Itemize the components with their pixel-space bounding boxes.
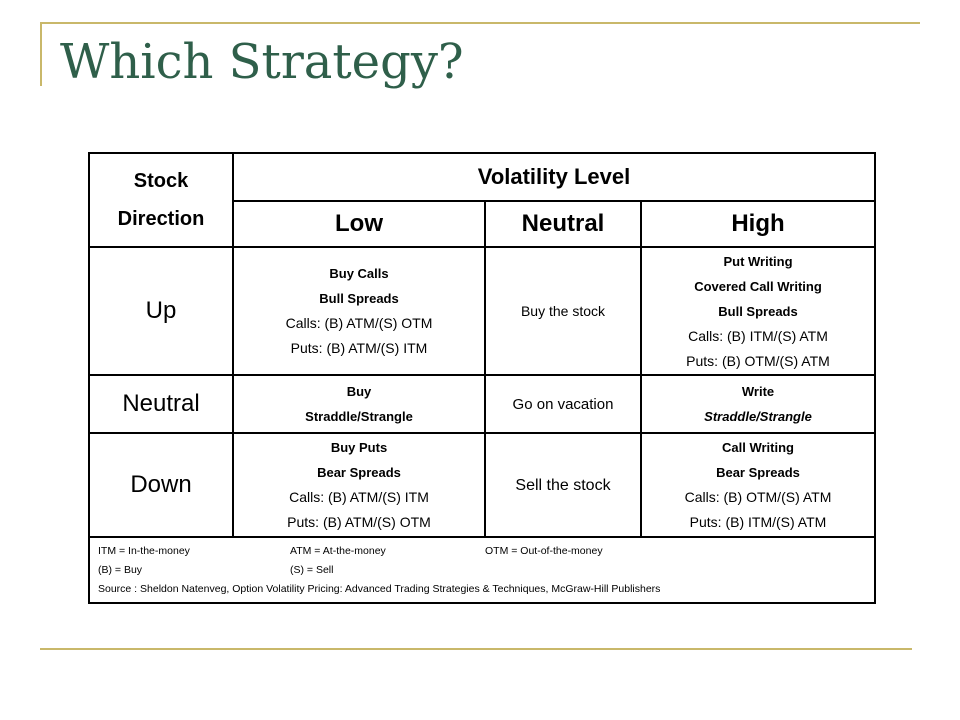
row-label-down: Down — [89, 433, 233, 537]
cell-line: Call Writing — [722, 440, 794, 455]
note-buy: (B) = Buy — [98, 563, 143, 576]
cell-neutral-high — [641, 375, 875, 433]
notes-line-1 — [98, 542, 866, 561]
cell-line: Put Writing — [723, 253, 793, 269]
cell-down-high — [641, 433, 875, 537]
cell-line: Sell the stock — [515, 476, 611, 494]
row-label-up: Up — [89, 247, 233, 375]
cell-line: Straddle/Strangle — [704, 409, 812, 424]
low-header: Low — [233, 201, 485, 247]
cell-line: Calls: (B) ATM/(S) OTM — [285, 315, 433, 331]
cell-line: Covered Call Writing — [694, 278, 822, 294]
note-itm: ITM = In-the-money — [98, 544, 190, 557]
cell-line: Bear Spreads — [317, 465, 401, 480]
cell-up-high — [641, 247, 875, 375]
bottom-rule — [40, 648, 912, 650]
notes-line-2 — [98, 561, 866, 580]
cell-line: Go on vacation — [512, 395, 614, 413]
cell-line: Buy Puts — [330, 440, 388, 455]
cell-line: Write — [741, 384, 775, 399]
cell-neutral-neutral — [485, 375, 641, 433]
cell-line: Puts: (B) ATM/(S) ITM — [290, 340, 428, 356]
cell-line: Calls: (B) ITM/(S) ATM — [688, 327, 828, 344]
table-row-up — [89, 247, 875, 375]
table-notes — [89, 537, 875, 603]
cell-line: Buy Calls — [329, 266, 389, 281]
note-atm: ATM = At-the-money — [290, 544, 386, 557]
cell-line: Puts: (B) ATM/(S) OTM — [287, 514, 431, 530]
cell-down-low — [233, 433, 485, 537]
high-header: High — [641, 201, 875, 247]
cell-down-neutral — [485, 433, 641, 537]
neutral-header: Neutral — [485, 201, 641, 247]
cell-line: Puts: (B) OTM/(S) ATM — [686, 352, 830, 369]
cell-line: Bear Spreads — [716, 465, 800, 480]
cell-line: Buy the stock — [520, 302, 606, 319]
cell-line: Calls: (B) ATM/(S) ITM — [289, 489, 429, 505]
cell-line: Bull Spreads — [718, 303, 798, 319]
stock-direction-header-line2: Direction — [117, 208, 205, 230]
note-otm: OTM = Out-of-the-money — [485, 544, 603, 557]
cell-up-neutral — [485, 247, 641, 375]
cell-line: Straddle/Strangle — [305, 409, 413, 424]
table-row-down — [89, 433, 875, 537]
top-rule — [40, 22, 920, 24]
note-source: Source : Sheldon Natenveg, Option Volatility Pricing: Advanced Trading Strategies & Techniques, McGraw-Hill Publishers — [98, 582, 661, 595]
side-rule — [40, 22, 42, 86]
row-label-neutral: Neutral — [89, 375, 233, 433]
cell-line: Buy — [346, 384, 372, 399]
note-sell: (S) = Sell — [290, 563, 334, 576]
stock-direction-header-line1: Stock — [133, 170, 189, 192]
cell-line: Calls: (B) OTM/(S) ATM — [684, 489, 832, 505]
table-row-neutral — [89, 375, 875, 433]
slide-title: Which Strategy? — [60, 34, 464, 90]
cell-line: Bull Spreads — [319, 291, 399, 306]
cell-up-low — [233, 247, 485, 375]
cell-line: Puts: (B) ITM/(S) ATM — [689, 514, 827, 530]
cell-neutral-low — [233, 375, 485, 433]
volatility-level-header: Volatility Level — [233, 153, 875, 201]
stock-direction-header — [89, 153, 233, 247]
strategy-table — [88, 152, 876, 604]
